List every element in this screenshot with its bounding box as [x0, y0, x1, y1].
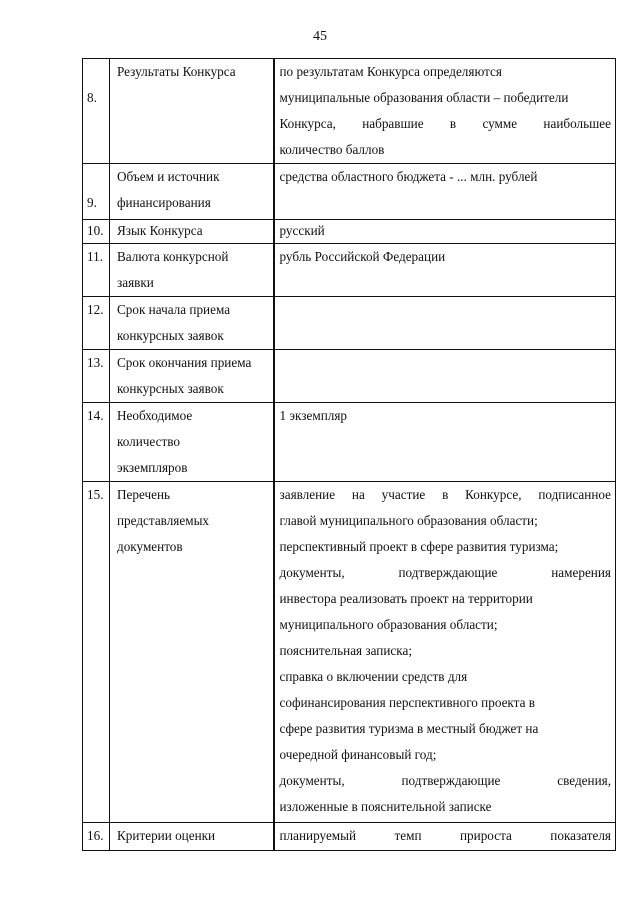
row-desc-cell: [274, 297, 616, 350]
row-name: Результаты Конкурса: [117, 64, 236, 79]
name-line: Срок окончания приема: [117, 355, 252, 370]
row-name: [110, 350, 273, 402]
row-number-cell: [83, 350, 110, 403]
desc-line: софинансирования перспективного проекта в: [279, 695, 535, 710]
desc-line: количество баллов: [279, 142, 385, 157]
table-row: [83, 482, 616, 823]
name-line: финансирования: [117, 195, 211, 210]
row-number-cell: [83, 482, 110, 823]
desc-line: главой муниципального образования области;: [279, 513, 538, 528]
desc-line: справка о включении средств для: [279, 669, 468, 684]
contest-conditions-table: [82, 58, 616, 851]
desc-line: изложенные в пояснительной записке: [279, 799, 492, 814]
name-line: конкурсных заявок: [117, 328, 224, 343]
row-desc-cell: [274, 59, 616, 164]
desc-line: муниципальные образования области – победители: [279, 90, 569, 105]
desc-line: сфере развития туризма в местный бюджет на: [279, 721, 539, 736]
row-description: рубль Российской Федерации: [279, 249, 446, 264]
name-line: Валюта конкурсной: [117, 249, 229, 264]
table-row: [83, 220, 616, 244]
row-name: Язык Конкурса: [117, 223, 203, 238]
row-number-cell: [83, 297, 110, 350]
row-desc-cell: [274, 403, 616, 482]
row-number: 8.: [87, 90, 97, 105]
page-number: 45: [313, 29, 327, 44]
row-number: 15.: [87, 487, 104, 502]
row-number: 11.: [87, 249, 103, 264]
name-line: представляемых: [117, 513, 210, 528]
row-name: [110, 482, 273, 560]
name-line: заявки: [117, 275, 154, 290]
table-row: [83, 823, 616, 851]
table-row: [83, 297, 616, 350]
name-line: Перечень: [117, 487, 171, 502]
row-name-cell: [110, 403, 274, 482]
row-number-cell: [83, 164, 110, 220]
row-name-cell: [110, 823, 274, 851]
name-line: конкурсных заявок: [117, 381, 224, 396]
table-row: [83, 244, 616, 297]
row-description: 1 экземпляр: [279, 408, 347, 423]
row-description: средства областного бюджета - ... млн. рублей: [279, 169, 538, 184]
row-name: Критерии оценки: [117, 828, 216, 843]
row-name: [110, 244, 273, 296]
row-description: [275, 482, 616, 820]
desc-line: документы, подтверждающие намерения: [279, 565, 611, 580]
table-row: [83, 350, 616, 403]
desc-line: по результатам Конкурса определяются: [279, 64, 502, 79]
name-line: Необходимое: [117, 408, 193, 423]
desc-line: планируемый темп прироста показателя: [279, 828, 611, 843]
table-row: [83, 403, 616, 482]
row-desc-cell: [274, 244, 616, 297]
row-name-cell: [110, 59, 274, 164]
row-name-cell: [110, 244, 274, 297]
row-number-cell: [83, 220, 110, 244]
desc-line: муниципального образования области;: [279, 617, 498, 632]
row-number-cell: [83, 244, 110, 297]
name-line: количество: [117, 434, 180, 449]
desc-line: очередной финансовый год;: [279, 747, 437, 762]
row-number: 14.: [87, 408, 104, 423]
row-number: 9.: [87, 195, 97, 210]
name-line: документов: [117, 539, 183, 554]
row-description: [275, 823, 616, 849]
desc-line: документы, подтверждающие сведения,: [279, 773, 611, 788]
desc-line: перспективный проект в сфере развития туризма;: [279, 539, 559, 554]
row-name: [110, 403, 273, 481]
row-number: 13.: [87, 355, 104, 370]
row-desc-cell: [274, 220, 616, 244]
row-name-cell: [110, 482, 274, 823]
name-line: Срок начала приема: [117, 302, 231, 317]
row-number: 10.: [87, 223, 104, 238]
row-description: [275, 59, 616, 163]
table-row: [83, 59, 616, 164]
name-line: Объем и источник: [117, 169, 220, 184]
row-name-cell: [110, 297, 274, 350]
row-number-cell: [83, 823, 110, 851]
desc-line: пояснительная записка;: [279, 643, 412, 658]
row-number-cell: [83, 403, 110, 482]
row-name: [110, 164, 273, 216]
row-desc-cell: [274, 350, 616, 403]
row-number: 12.: [87, 302, 104, 317]
desc-line: инвестора реализовать проект на территории: [279, 591, 533, 606]
row-description: русский: [279, 223, 325, 238]
row-desc-cell: [274, 823, 616, 851]
desc-line: заявление на участие в Конкурсе, подписанное: [279, 487, 611, 502]
row-name-cell: [110, 220, 274, 244]
row-desc-cell: [274, 482, 616, 823]
row-name-cell: [110, 164, 274, 220]
name-line: экземпляров: [117, 460, 188, 475]
row-name-cell: [110, 350, 274, 403]
table-row: [83, 164, 616, 220]
row-number-cell: [83, 59, 110, 164]
row-desc-cell: [274, 164, 616, 220]
row-name: [110, 297, 273, 349]
desc-line: Конкурса, набравшие в сумме наибольшее: [279, 116, 611, 131]
row-number: 16.: [87, 828, 104, 843]
